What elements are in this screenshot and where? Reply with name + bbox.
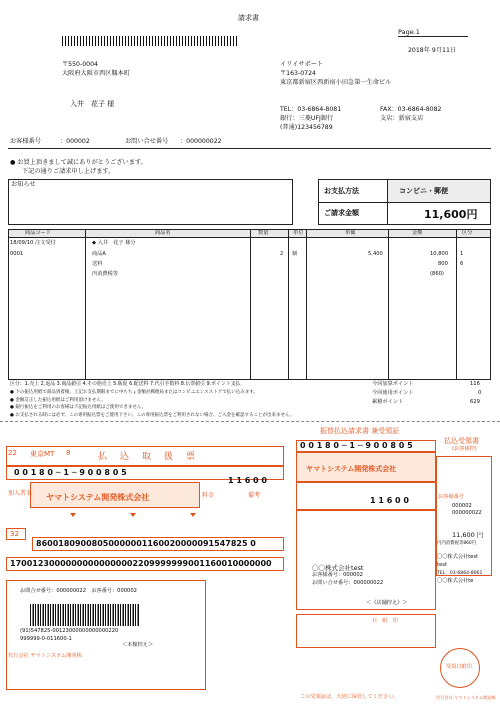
receipt-footer: 代行会社 ヤマトシステム開発株 bbox=[436, 695, 496, 700]
slip-barcode-number: (91)547825-00123000000000000220 bbox=[20, 628, 119, 634]
mid-amount-box bbox=[296, 482, 436, 510]
tear-line bbox=[0, 421, 500, 422]
row-name: 送料 bbox=[92, 261, 103, 267]
row-amount: (860) bbox=[430, 271, 444, 277]
row-qty: 2 bbox=[280, 251, 284, 257]
row-code: 18/09/10 注文受付 bbox=[10, 240, 56, 246]
receipt-amount: 11,600 円 bbox=[452, 531, 484, 539]
page-rule bbox=[398, 36, 468, 37]
customer-number-label: お客様番号 bbox=[10, 138, 41, 145]
receipt-inquiry-number: 000000022 bbox=[452, 510, 482, 516]
slip-payee: ヤマトシステム開発株式会社 bbox=[46, 493, 150, 502]
customer-name: 入井 花子 様 bbox=[70, 100, 115, 108]
slip-note-label: 備考 bbox=[248, 492, 261, 499]
footer-note: ● 下の振込用紙で商品到着後、上記お支払期限までに中ちちょ金額が郵便局またはコンビニエンスストアで払い込みます。 bbox=[10, 390, 258, 395]
mid-store-copy: ＜《店舗控え》＞ bbox=[366, 600, 408, 606]
slip-ocr-line1: 86001809008050000001160020000091547825 0 bbox=[36, 539, 256, 548]
mid-payee: ヤマトシステム開発株式会社 bbox=[306, 465, 397, 473]
row-name: ◆ 入井 花子 様分 bbox=[92, 240, 136, 246]
mid-customer-number: お客様番号：000002 bbox=[312, 572, 363, 578]
slip-arrow bbox=[70, 513, 76, 517]
header-category: 区分 bbox=[462, 230, 473, 236]
header-unit: 単位 bbox=[293, 230, 304, 236]
receipt-name3: 〇〇株式会社te bbox=[437, 578, 474, 584]
header-rule bbox=[8, 148, 491, 149]
company-bank: 銀行：三菱UFJ銀行 bbox=[280, 115, 334, 122]
mid-detail-box bbox=[296, 510, 436, 610]
payment-method-label: お支払方法 bbox=[324, 187, 359, 195]
row-unit: 個 bbox=[292, 251, 298, 257]
mid-inquiry-number: お問い合せ番号：000000022 bbox=[312, 580, 384, 586]
customer-zip: 〒550-0004 bbox=[62, 61, 98, 68]
points-label: 今回使用ポイント bbox=[372, 390, 414, 396]
receipt-customer-number: 000002 bbox=[452, 503, 472, 509]
points-label: 累積ポイント bbox=[372, 399, 404, 405]
col-divider bbox=[8, 229, 9, 379]
col-divider bbox=[388, 229, 389, 379]
slip-barcode-sub: 999999-0-011600-1 bbox=[20, 636, 72, 642]
slip-barcode bbox=[30, 604, 140, 626]
mid-title: 振替払込請求書 兼受領証 bbox=[320, 427, 400, 435]
points-value: 629 bbox=[470, 399, 480, 405]
row-amount: 800 bbox=[438, 261, 448, 267]
slip-inquiry: お問合せ番号：000000022 お客番号：000002 bbox=[20, 588, 137, 594]
header-name: 商品名 bbox=[155, 230, 171, 236]
mid-note: この受領証は、大切に保管してください。 bbox=[300, 694, 399, 700]
company-zip: 〒163-0724 bbox=[280, 70, 316, 77]
col-divider bbox=[306, 229, 307, 379]
company-fax: FAX：03-6864-8082 bbox=[380, 106, 442, 113]
table-bottom-rule bbox=[8, 379, 491, 380]
company-tel: TEL：03-6864-8081 bbox=[280, 106, 342, 113]
points-value: 116 bbox=[470, 381, 480, 387]
col-divider bbox=[456, 229, 457, 379]
mid-date-box bbox=[296, 614, 436, 648]
mid-customer: 〇〇株式会社test bbox=[312, 564, 364, 572]
payment-box bbox=[318, 179, 491, 225]
col-divider bbox=[490, 229, 491, 379]
header-code: 商品コード bbox=[25, 230, 51, 236]
payment-method: コンビニ・郵便 bbox=[399, 187, 448, 195]
slip-payee-label: 加入者名 bbox=[8, 490, 33, 497]
receipt-tel: TEL：03-6864-8061 bbox=[437, 571, 483, 576]
inquiry-number-label: お問い合せ番号 bbox=[125, 138, 169, 145]
slip-arrow bbox=[190, 513, 196, 517]
row-category: 1 bbox=[460, 251, 464, 257]
receipt-stamp-label: 受領日附印 bbox=[446, 664, 472, 670]
col-divider bbox=[85, 229, 86, 379]
row-amount: 10,800 bbox=[430, 251, 449, 257]
receipt-subtitle: (お客様控) bbox=[452, 446, 477, 452]
col-divider bbox=[288, 229, 289, 379]
points-label: 今回加算ポイント bbox=[372, 381, 414, 387]
slip-code1: 22 bbox=[8, 449, 17, 457]
header-qty: 数量 bbox=[258, 230, 269, 236]
slip-code2: 東京MT bbox=[30, 450, 55, 458]
customer-address: 大阪府大阪市西区靱本町 bbox=[62, 70, 131, 77]
header-amount: 金額 bbox=[412, 230, 423, 236]
greeting-line1: ● お買上頂きまして誠にありがとうございます。 bbox=[10, 159, 147, 166]
mid-amount: 1 1 6 0 0 bbox=[370, 496, 409, 505]
slip-arrow bbox=[130, 513, 136, 517]
invoice-date: 2018年 9月11日 bbox=[408, 47, 457, 54]
slip-code3: 8 bbox=[66, 449, 71, 457]
slip-account-number: 0 0 1 8 0 ─ 1 ─ 9 0 0 8 0 5 bbox=[14, 468, 127, 477]
slip-fee-label: 料金 bbox=[202, 492, 215, 499]
slip-detail-box bbox=[6, 580, 206, 690]
receipt-name2: test bbox=[437, 562, 447, 568]
slip-ocr-line2: 17001230000000000000002209999999001160010000000 bbox=[10, 559, 272, 568]
col-divider bbox=[250, 229, 251, 379]
customer-number: ：000002 bbox=[60, 138, 90, 145]
company-name: イリイサポート bbox=[280, 61, 324, 68]
slip-title: 払 込 取 扱 票 bbox=[98, 452, 198, 462]
mid-account-number: 0 0 1 8 0 ─ 1 ─ 9 0 0 8 0 5 bbox=[300, 441, 413, 450]
row-name: 商品A bbox=[92, 251, 106, 257]
points-value: 0 bbox=[478, 390, 482, 396]
row-code: 0001 bbox=[10, 251, 24, 257]
postal-barcode bbox=[62, 36, 237, 46]
row-price: 5,400 bbox=[368, 251, 383, 257]
notice-label: お知らせ bbox=[11, 181, 36, 188]
inquiry-number: ：000000022 bbox=[180, 138, 222, 145]
receipt-customer-label: お客様番号 bbox=[438, 494, 464, 500]
receipt-title: 払込受領書 bbox=[444, 437, 479, 445]
company-account: (普通)123456789 bbox=[280, 124, 333, 131]
invoice-amount-label: ご請求金額 bbox=[324, 209, 359, 217]
footer-note: ● お支払される時には必ず、この専用振込票をご使用下さい。この専用振込票をご利用されない場合、ご入金を確認することが出来ません。 bbox=[10, 413, 295, 418]
invoice-title: 請求書 bbox=[238, 14, 259, 22]
slip-copy-label: ＜本館控え＞ bbox=[122, 642, 154, 648]
company-address: 東京都新宿区西新宿小田急第一生命ビル bbox=[280, 79, 392, 86]
payment-divider bbox=[319, 202, 490, 203]
greeting-line2: 下記の通りご請求申し上げます。 bbox=[22, 168, 115, 175]
slip-ocr-code: 32 bbox=[10, 530, 19, 538]
slip-sender: 代行会社 ヤマトシステム開発株 bbox=[8, 653, 82, 659]
receipt-tax: 円内消費税等860円 bbox=[437, 541, 477, 546]
company-branch: 支店：新宿支店 bbox=[380, 115, 424, 122]
row-category: 6 bbox=[460, 261, 464, 267]
mid-date-label: 日 附 印 bbox=[372, 618, 398, 624]
receipt-name: 〇〇株式会社test bbox=[437, 554, 479, 560]
footer-note: ● 金額訂正した振込用紙はご利用頂けません。 bbox=[10, 398, 106, 403]
header-price: 単価 bbox=[345, 230, 356, 236]
page-number: Page.1 bbox=[398, 28, 420, 36]
footer-note: ● 銀行振込をご利用のお客様は下記振込用紙はご使用できません。 bbox=[10, 405, 147, 410]
invoice-amount: 11,600円 bbox=[424, 208, 478, 221]
category-legend: 区分：1.売上 2.返品 3.商品値引 4.その他売上 5.販促 6.配送料 7.代引手数料 8.伝票値引 9.ポイント支払 bbox=[10, 381, 241, 387]
slip-amount: 1 1 6 0 0 bbox=[228, 476, 267, 485]
row-name: 内消費税等 bbox=[92, 271, 118, 277]
notice-box bbox=[8, 179, 293, 225]
